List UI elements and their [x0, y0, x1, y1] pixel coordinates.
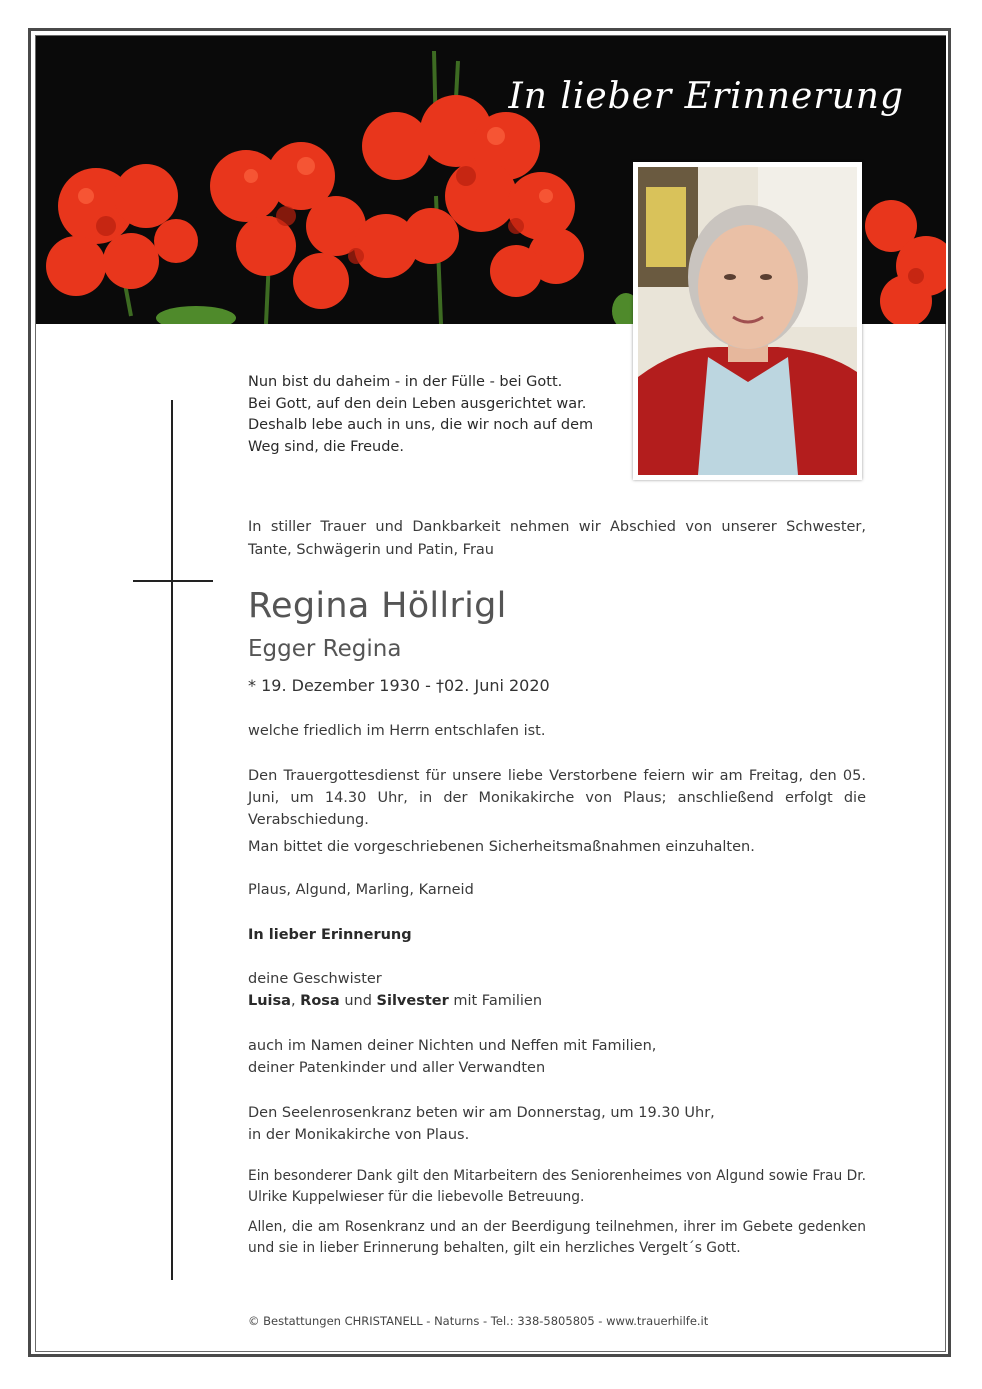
- memorial-verse: [248, 372, 618, 458]
- memorial-cross-vertical: [171, 400, 173, 1280]
- sibling-name: Luisa: [248, 993, 291, 1009]
- rosary-line: in der Monikakirche von Plaus.: [248, 1127, 470, 1143]
- verse-line: Bei Gott, auf den dein Leben ausgerichtet war.: [248, 395, 587, 412]
- thanks-text-2: Allen, die am Rosenkranz und an der Beerdigung teilnehmen, ihrer im Gebete gedenken und sie in lieber Erinnerung behalten, gilt ein herzliches Vergelt´s Gott.: [248, 1219, 866, 1256]
- relatives-line: auch im Namen deiner Nichten und Neffen mit Familien,: [248, 1038, 657, 1054]
- in-memory-label: In lieber Erinnerung: [248, 927, 412, 943]
- siblings-names: [248, 990, 866, 1012]
- life-dates: * 19. Dezember 1930 - †02. Juni 2020: [248, 676, 550, 695]
- service-text: Den Trauergottesdienst für unsere liebe Verstorbene feiern wir am Freitag, den 05. Juni, um 14.30 Uhr, in der Monikakirche von Plaus; anschließend erfolgt die Verabschiedung.: [248, 768, 866, 828]
- verse-line: Weg sind, die Freude.: [248, 438, 404, 455]
- verse-line: Nun bist du daheim - in der Fülle - bei Gott.: [248, 374, 563, 390]
- deceased-name: Regina Höllrigl: [248, 586, 507, 626]
- siblings-intro: deine Geschwister: [248, 971, 382, 987]
- rosary-text: [248, 1102, 866, 1146]
- sibling-name: Silvester: [376, 993, 449, 1009]
- relatives-line: deiner Patenkinder und aller Verwandten: [248, 1060, 546, 1076]
- peaceful-text: welche friedlich im Herrn entschlafen ist.: [248, 723, 546, 739]
- siblings-suffix: mit Familien: [448, 993, 543, 1009]
- in-memory-heading: [248, 924, 866, 946]
- verse-line: Deshalb lebe auch in uns, die wir noch auf dem: [248, 417, 594, 433]
- sibling-separator: ,: [290, 993, 301, 1009]
- footer-credit: © Bestattungen CHRISTANELL - Naturns - Tel.: 338-5805805 - www.trauerhilfe.it: [248, 1314, 709, 1328]
- rosary-line: Den Seelenrosenkranz beten wir am Donnerstag, um 19.30 Uhr,: [248, 1105, 715, 1121]
- sibling-name: Rosa: [300, 993, 340, 1009]
- banner-title: In lieber Erinnerung: [508, 76, 904, 117]
- memorial-cross-horizontal: [133, 580, 213, 582]
- safety-text: Man bittet die vorgeschriebenen Sicherheitsmaßnahmen einzuhalten.: [248, 839, 755, 855]
- portrait-photo: [633, 162, 862, 480]
- relatives-text: [248, 1035, 866, 1079]
- sibling-separator: und: [339, 993, 377, 1009]
- places-text: Plaus, Algund, Marling, Karneid: [248, 882, 474, 898]
- maiden-name: Egger Regina: [248, 636, 402, 662]
- portrait-image: [638, 167, 857, 475]
- thanks-text-1: Ein besonderer Dank gilt den Mitarbeitern des Seniorenheimes von Algund sowie Frau Dr. Ulrike Kuppelwieser für die liebevolle Betreuung.: [248, 1168, 866, 1205]
- intro-text: In stiller Trauer und Dankbarkeit nehmen wir Abschied von unserer Schwester, Tante, Schwägerin und Patin, Frau: [248, 519, 866, 558]
